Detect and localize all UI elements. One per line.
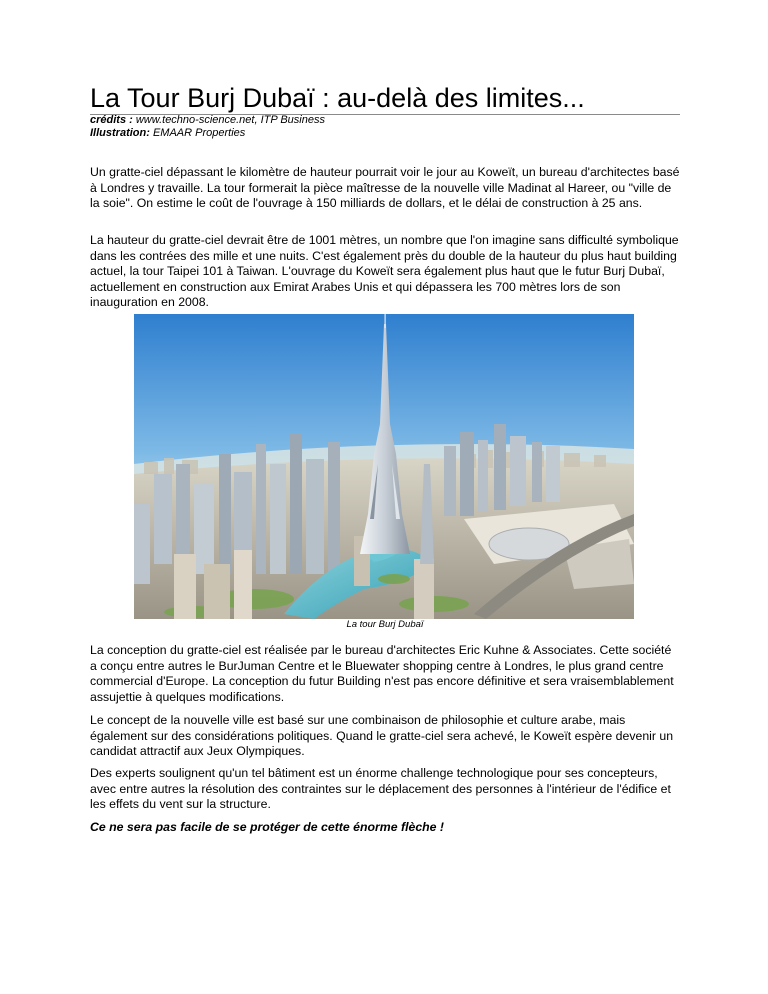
illustration-label: Illustration: xyxy=(90,127,150,139)
article-title: La Tour Burj Dubaï : au-delà des limites... xyxy=(90,82,680,115)
paragraph-design: La conception du gratte-ciel est réalisée par le bureau d'architectes Eric Kuhne & Associates. Cette société a conçu entre autres le BurJuman Centre et le Bluewater shopping centre à Londres, le plus grand centre commercial d'Europe. La conception du futur Building n'est pas encore définitive et sera vraisemblablement assujettie à quelques modifications. xyxy=(90,643,674,704)
figure-caption: La tour Burj Dubaï xyxy=(346,619,424,630)
burj-dubai-illustration xyxy=(134,314,634,619)
illustration-line xyxy=(90,127,325,140)
paragraph-experts: Des experts soulignent qu'un tel bâtiment est un énorme challenge technologique pour ses concepteurs, avec entre autres la résolution des contraintes sur le déplacement des personnes à l'intérieur de l'édifice et les effets du vent sur la structure. xyxy=(90,766,671,811)
paragraph-concept: Le concept de la nouvelle ville est basé sur une combinaison de philosophie et culture arabe, mais également sur des considérations politiques. Quand le gratte-ciel sera achevé, le Koweït espère devenir un candidat attractif aux Jeux Olympiques. xyxy=(90,713,674,758)
credits-value: www.techno-science.net, ITP Business xyxy=(132,114,325,126)
credits-block xyxy=(90,114,325,140)
credits-label: crédits : xyxy=(90,114,133,126)
paragraph-height: La hauteur du gratte-ciel devrait être de 1001 mètres, un nombre que l'on imagine sans difficulté symbolique dans les contrées des mille et une nuits. C'est également près du double de la hauteur du plus haut building actuel, la tour Taipei 101 à Taiwan. L'ouvrage du Koweït sera également plus haut que le futur Burj Dubaï, actuellement en construction aux Emirat Arabes Unis et qui dépassera les 700 mètres lors de son inauguration en 2008. xyxy=(90,233,679,309)
paragraph-closing: Ce ne sera pas facile de se protéger de cette énorme flèche ! xyxy=(90,820,445,834)
credits-line xyxy=(90,114,325,127)
illustration-value: EMAAR Properties xyxy=(149,127,246,139)
paragraph-intro: Un gratte-ciel dépassant le kilomètre de hauteur pourrait voir le jour au Koweït, un bureau d'architectes basé à Londres y travaille. La tour formerait la pièce maîtresse de la nouvelle ville Madinat al Hareer, ou "ville de la soie". On estime le coût de l'ouvrage à 150 milliards de dollars, et le délai de construction à 25 ans. xyxy=(90,165,680,210)
